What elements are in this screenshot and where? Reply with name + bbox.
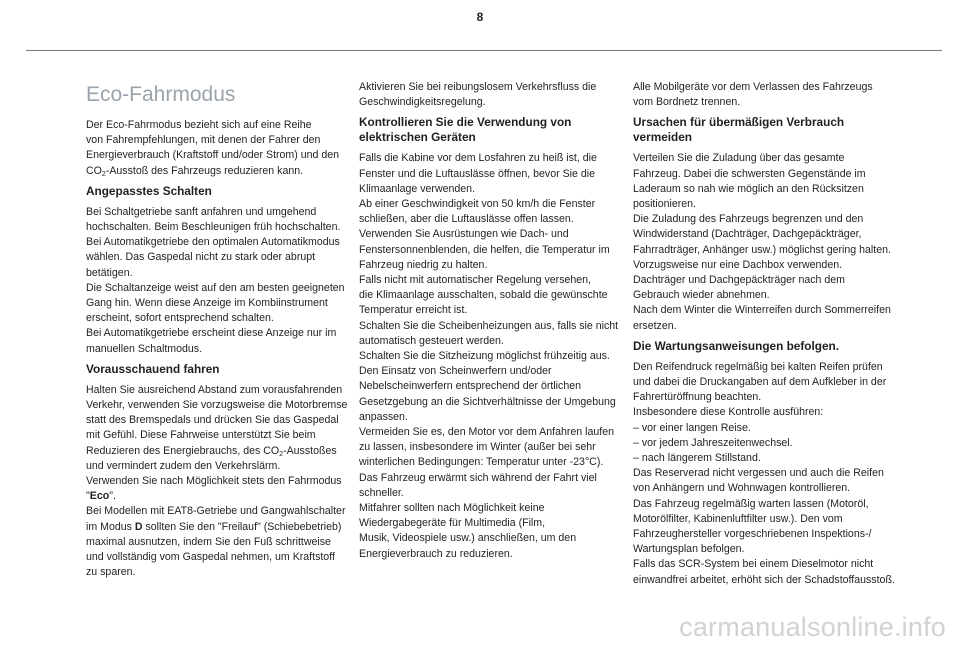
body-paragraph	[86, 205, 346, 357]
watermark-text: carmanualsonline.info	[679, 612, 946, 642]
text-line: einwandfrei arbeitet, erhöht sich der Schadstoffausstoß.	[633, 573, 895, 586]
text-line: Geschwindigkeitsregelung.	[359, 96, 486, 109]
text-line: – nach längerem Stillstand.	[633, 452, 761, 465]
text-line: Fahrzeug niedrig zu halten.	[359, 258, 488, 271]
text-line: mit Gefühl. Diese Fahrweise unterstützt Sie beim	[86, 429, 316, 442]
text-line: Die Zuladung des Fahrzeugs begrenzen und den	[633, 213, 864, 226]
text-line: Verkehr, verwenden Sie vorzugsweise die Motorbremse	[86, 399, 348, 412]
text-line: Schalten Sie die Scheibenheizungen aus, falls sie nicht	[359, 319, 619, 332]
text-line: Den Einsatz von Scheinwerfern und/oder	[359, 365, 552, 378]
text-line: Fahrzeug. Dabei die schwersten Gegenstände im	[633, 167, 866, 180]
text-line: Verteilen Sie die Zuladung über das gesamte	[633, 152, 845, 165]
text-line: Schalten Sie die Sitzheizung möglichst frühzeitig aus.	[359, 350, 610, 363]
text-line: winterlichen Bedingungen: Temperatur unter -23°C).	[359, 456, 604, 469]
text-line: betätigen.	[86, 266, 133, 279]
section-heading-line: Angepasstes Schalten	[86, 183, 212, 198]
text-line: Fenster und die Luftauslässe öffnen, bevor Sie die	[359, 167, 595, 180]
text-line: statt des Bremspedals und drücken Sie das Gaspedal	[86, 414, 339, 427]
text-line: Musik, Videospiele usw.) anschließen, um den	[359, 532, 577, 545]
text-line: und vollständig vom Gaspedal nehmen, um Kraftstoff	[86, 551, 335, 564]
text-line: Nebelscheinwerfern entsprechend der örtlichen	[359, 380, 582, 393]
text-line: Gesetzgebung an die Sichtverhältnisse der Umgebung	[359, 395, 616, 408]
text-line: die Klimaanlage ausschalten, sobald die gewünschte	[359, 289, 608, 302]
text-line: Die Schaltanzeige weist auf den am besten geeigneten	[86, 281, 345, 294]
text-line: Gebrauch wieder abnehmen.	[633, 289, 770, 302]
text-line: zu lassen, insbesondere im Winter (außer bei sehr	[359, 441, 596, 454]
section-heading	[86, 184, 346, 199]
text-line: Aktivieren Sie bei reibungslosem Verkehrsfluss die	[359, 81, 597, 93]
text-line: Bei Modellen mit EAT8-Getriebe und Gangwahlschalter	[86, 505, 346, 518]
text-line: Falls das SCR-System bei einem Dieselmotor nicht	[633, 558, 874, 571]
column-3	[633, 80, 895, 593]
text-line: automatisch gesteuert werden.	[359, 334, 504, 347]
text-line: Motorölfilter, Kabinenluftfilter usw.). Den vom	[633, 512, 843, 525]
text-line: Halten Sie ausreichend Abstand zum vorausfahrenden	[86, 383, 343, 396]
text-line: Klimaanlage verwenden.	[359, 182, 476, 195]
text-line: positionieren.	[633, 198, 697, 211]
body-paragraph	[633, 360, 895, 588]
text-line: Wartungsplan befolgen.	[633, 543, 745, 556]
text-line: Gang hin. Wenn diese Anzeige im Kombiinstrument	[86, 297, 328, 310]
text-line: Vermeiden Sie es, den Motor vor dem Anfahren laufen	[359, 426, 614, 439]
text-line: wählen. Das Gaspedal nicht zu stark oder abrupt	[86, 251, 316, 264]
text-line: Fenstersonnenblenden, die helfen, die Temperatur im	[359, 243, 610, 256]
text-line: von Anhängern und Wohnwagen kontrollieren.	[633, 482, 851, 495]
column-1	[86, 80, 346, 585]
text-line: ersetzen.	[633, 319, 677, 332]
text-line: "Eco".	[86, 490, 116, 503]
section-heading-line: Kontrollieren Sie die Verwendung von	[359, 115, 572, 130]
text-line: Bei Schaltgetriebe sanft anfahren und umgehend	[86, 205, 317, 218]
text-line: im Modus D sollten Sie den "Freilauf" (Schiebebetrieb)	[86, 520, 342, 533]
text-line: Windwiderstand (Dachträger, Dachgepäckträger,	[633, 228, 862, 241]
section-heading	[633, 115, 895, 145]
text-line: und vermindert zudem den Verkehrslärm.	[86, 459, 281, 472]
text-line: schneller.	[359, 486, 404, 499]
text-line: Nach dem Winter die Winterreifen durch Sommerreifen	[633, 304, 891, 317]
text-line: und dabei die Druckangaben auf dem Aufkleber in der	[633, 376, 887, 389]
text-line: Alle Mobilgeräte vor dem Verlassen des Fahrzeugs	[633, 81, 873, 93]
text-line: Verwenden Sie nach Möglichkeit stets den Fahrmodus	[86, 475, 342, 488]
text-line: – vor jedem Jahreszeitenwechsel.	[633, 436, 793, 449]
section-heading-line: Die Wartungsanweisungen befolgen.	[633, 338, 840, 353]
body-paragraph	[86, 383, 346, 581]
body-paragraph	[633, 151, 895, 333]
text-line: hochschalten. Beim Beschleunigen früh hochschalten.	[86, 221, 341, 234]
section-heading	[633, 339, 895, 354]
text-line: vom Bordnetz trennen.	[633, 96, 741, 109]
section-heading	[359, 115, 619, 145]
text-line: zu sparen.	[86, 566, 136, 579]
page-number: 8	[476, 10, 484, 24]
text-line: Mitfahrer sollten nach Möglichkeit keine	[359, 502, 545, 515]
text-line: Reduzieren des Energiebrauchs, des $CO_2$-Ausstoßes	[86, 444, 337, 458]
text-line: Fahrradträger, Anhänger usw.) möglichst gering halten.	[633, 243, 891, 256]
text-line: maximal ausnutzen, indem Sie den Fuß schrittweise	[86, 535, 331, 548]
body-paragraph	[633, 80, 895, 110]
section-heading	[86, 362, 346, 377]
text-line: schließen, aber die Luftauslässe offen lassen.	[359, 213, 574, 226]
text-line: Bei Automatikgetriebe erscheint diese Anzeige nur im	[86, 327, 337, 340]
text-line: Das Fahrzeug regelmäßig warten lassen (Motoröl,	[633, 497, 869, 510]
text-line: – vor einer langen Reise.	[633, 421, 751, 434]
text-line: Energieverbrauch (Kraftstoff und/oder Strom) und den	[86, 149, 340, 162]
text-line: Ab einer Geschwindigkeit von 50 km/h die Fenster	[359, 198, 596, 211]
text-line: Den Reifendruck regelmäßig bei kalten Reifen prüfen	[633, 360, 883, 373]
text-line: Falls die Kabine vor dem Losfahren zu heiß ist, die	[359, 152, 597, 165]
text-line: Verwenden Sie Ausrüstungen wie Dach- und	[359, 228, 569, 241]
body-paragraph	[86, 118, 346, 179]
section-heading-line: vermeiden	[633, 130, 693, 145]
text-line: Das Fahrzeug erwärmt sich während der Fahrt viel	[359, 471, 597, 484]
section-heading-line: elektrischen Geräten	[359, 130, 476, 145]
text-line: Vorzugsweise nur eine Dachbox verwenden.	[633, 258, 843, 271]
text-line: Energieverbrauch zu reduzieren.	[359, 547, 513, 560]
text-line: Fahrertüröffnung beachten.	[633, 391, 762, 404]
text-line: von Fahrempfehlungen, mit denen der Fahrer den	[86, 134, 321, 147]
text-line: Insbesondere diese Kontrolle ausführen:	[633, 406, 824, 419]
text-line: Das Reserverad nicht vergessen und auch die Reifen	[633, 467, 884, 480]
body-paragraph	[359, 80, 619, 110]
text-line: Laderaum so nah wie möglich an den Rücksitzen	[633, 182, 864, 195]
text-line: Wiedergabegeräte für Multimedia (Film,	[359, 517, 546, 530]
text-line: Temperatur erreicht ist.	[359, 304, 468, 317]
text-line: Fahrzeughersteller vorgeschriebenen Inspektions-/	[633, 528, 872, 541]
body-paragraph	[359, 151, 619, 561]
text-line: Dachträger und Dachgepäckträger nach dem	[633, 274, 845, 287]
text-line: Falls nicht mit automatischer Regelung versehen,	[359, 274, 591, 287]
text-line: erscheint, sofort entsprechend schalten.	[86, 312, 274, 325]
section-heading-line: Vorausschauend fahren	[86, 361, 220, 376]
section-heading-line: Ursachen für übermäßigen Verbrauch	[633, 115, 845, 130]
text-line: anpassen.	[359, 410, 408, 423]
text-line: Bei Automatikgetriebe den optimalen Automatikmodus	[86, 236, 340, 249]
page-title: Eco-Fahrmodus	[86, 83, 236, 106]
column-2	[359, 80, 619, 567]
text-line: $CO_2$-Ausstoß des Fahrzeugs reduzieren kann.	[86, 164, 304, 178]
text-line: manuellen Schaltmodus.	[86, 342, 203, 355]
text-line: Der Eco-Fahrmodus bezieht sich auf eine Reihe	[86, 119, 312, 131]
header-divider	[26, 50, 942, 51]
